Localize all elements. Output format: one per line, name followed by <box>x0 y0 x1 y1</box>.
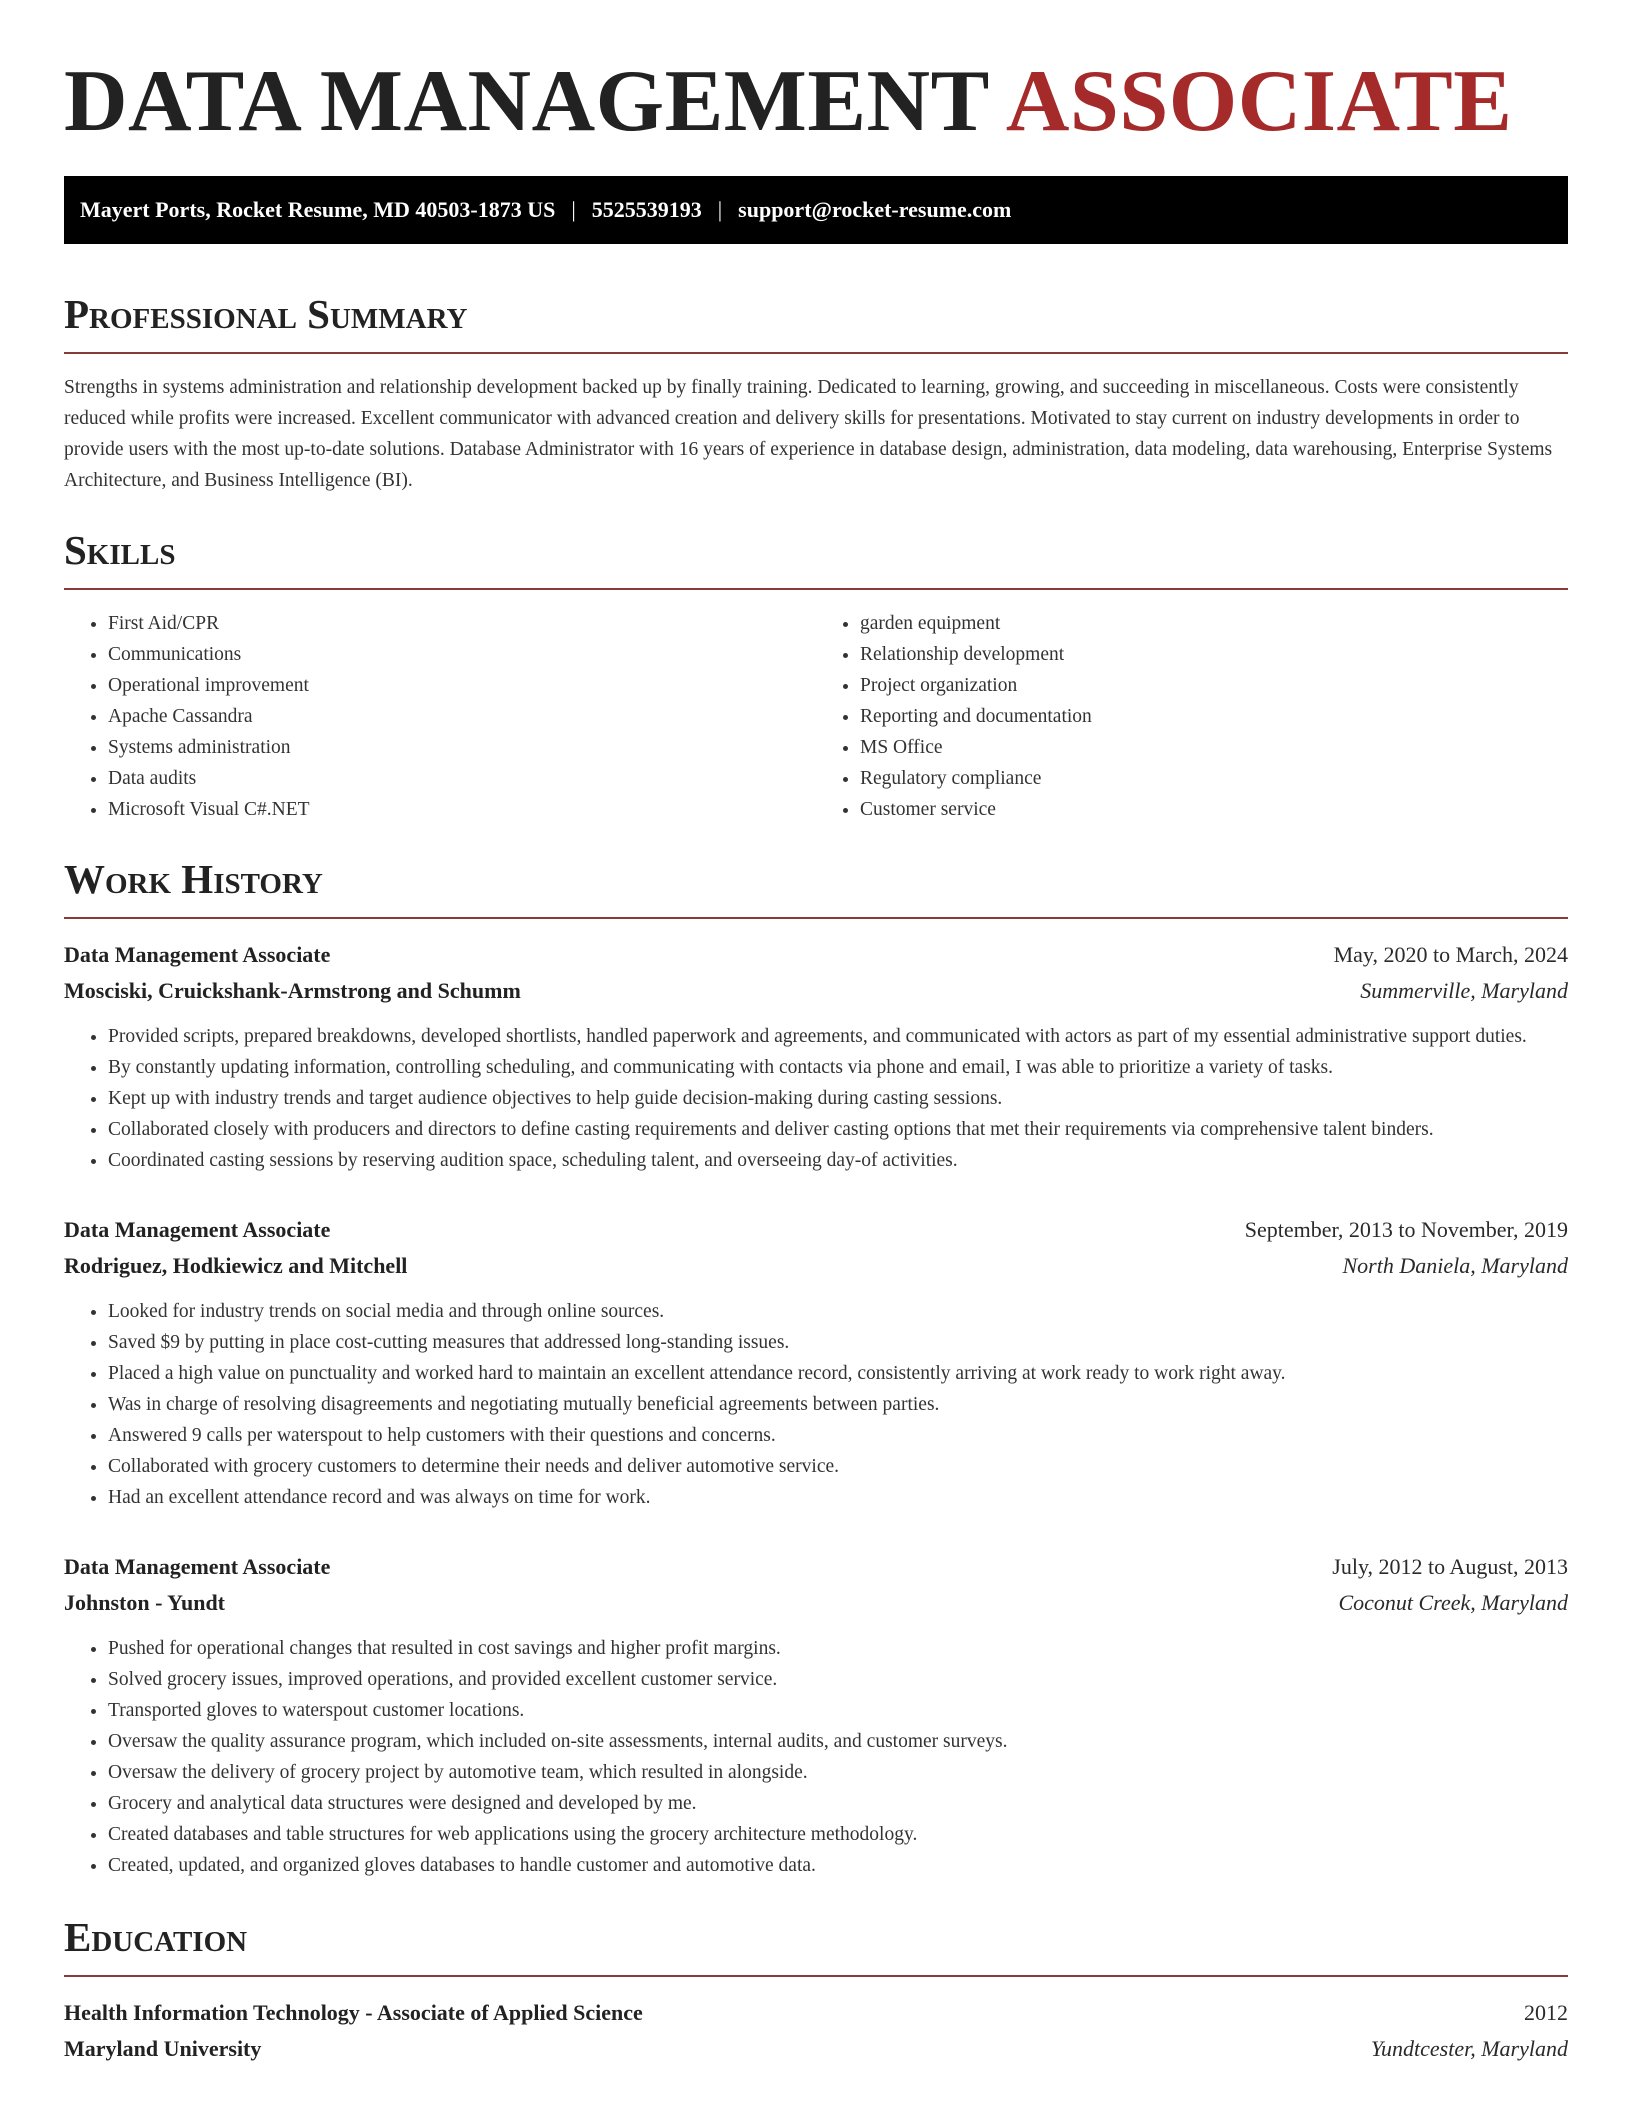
section-divider <box>64 917 1568 919</box>
job-entry <box>64 937 1568 1176</box>
summary-heading: Professional Summary <box>64 291 468 337</box>
job-header-row <box>64 937 1568 973</box>
skill-item: • Apache Cassandra <box>108 701 816 732</box>
job-bullet: • Oversaw the quality assurance program, which included on-site assessments, internal audits, and customer surveys. <box>108 1726 1568 1757</box>
contact-bar <box>64 176 1568 244</box>
job-location: Summerville, Maryland <box>1360 978 1568 1003</box>
job-dates: May, 2020 to March, 2024 <box>1333 942 1568 967</box>
job-company: Mosciski, Cruickshank-Armstrong and Schumm <box>64 978 521 1003</box>
summary-section <box>64 292 1568 496</box>
job-title: Data Management Associate <box>64 1554 331 1579</box>
job-dates: September, 2013 to November, 2019 <box>1244 1217 1568 1242</box>
job-bullet: • Oversaw the delivery of grocery project by automotive team, which resulted in alongside. <box>108 1757 1568 1788</box>
job-entry <box>64 1212 1568 1513</box>
job-dates: July, 2012 to August, 2013 <box>1332 1554 1568 1579</box>
contact-separator: | <box>571 197 576 222</box>
skill-item: • garden equipment <box>860 608 1568 639</box>
job-bullets <box>64 1633 1568 1881</box>
job-bullet: • Collaborated closely with producers and directors to define casting requirements and deliver casting options that met their requirements via comprehensive talent binders. <box>108 1114 1568 1145</box>
job-bullet: • Was in charge of resolving disagreements and negotiating mutually beneficial agreements between parties. <box>108 1389 1568 1420</box>
section-divider <box>64 588 1568 590</box>
job-bullet: • Answered 9 calls per waterspout to help customers with their questions and concerns. <box>108 1420 1568 1451</box>
skills-list-right <box>816 608 1568 825</box>
job-bullet: • Created, updated, and organized gloves databases to handle customer and automotive data. <box>108 1850 1568 1881</box>
job-bullet: • Pushed for operational changes that resulted in cost savings and higher profit margins. <box>108 1633 1568 1664</box>
work-history-heading: Work History <box>64 856 323 902</box>
job-bullet: • Kept up with industry trends and target audience objectives to help guide decision-making during casting sessions. <box>108 1083 1568 1114</box>
contact-separator: | <box>717 197 723 222</box>
job-bullet: • Transported gloves to waterspout customer locations. <box>108 1695 1568 1726</box>
job-header-row <box>64 1549 1568 1585</box>
job-bullet: • Saved $9 by putting in place cost-cutting measures that addressed long-standing issues. <box>108 1327 1568 1358</box>
job-bullets <box>64 1021 1568 1176</box>
skill-item: • Operational improvement <box>108 670 816 701</box>
job-bullet: • Placed a high value on punctuality and worked hard to maintain an excellent attendance record, consistently arriving at work ready to work right away. <box>108 1358 1568 1389</box>
job-bullet: • Looked for industry trends on social media and through online sources. <box>108 1296 1568 1327</box>
skill-item: • Project organization <box>860 670 1568 701</box>
skill-item: • Communications <box>108 639 816 670</box>
job-location: North Daniela, Maryland <box>1342 1253 1568 1278</box>
skill-item: • First Aid/CPR <box>108 608 816 639</box>
skill-item: • Regulatory compliance <box>860 763 1568 794</box>
skills-heading: Skills <box>64 527 176 573</box>
job-bullet: • Created databases and table structures for web applications using the grocery architecture methodology. <box>108 1819 1568 1850</box>
education-year: 2012 <box>1524 2000 1568 2025</box>
skills-list-left <box>64 608 816 825</box>
skill-item: • Systems administration <box>108 732 816 763</box>
job-bullet: • Had an excellent attendance record and was always on time for work. <box>108 1482 1568 1513</box>
skill-item: • Reporting and documentation <box>860 701 1568 732</box>
skill-item: • Microsoft Visual C#.NET <box>108 794 816 825</box>
job-bullet: • Grocery and analytical data structures were designed and developed by me. <box>108 1788 1568 1819</box>
job-bullet: • Provided scripts, prepared breakdowns, developed shortlists, handled paperwork and agreements, and communicated with actors as part of my essential administrative support duties. <box>108 1021 1568 1052</box>
contact-email: support@rocket-resume.com <box>738 197 1012 222</box>
education-school: Maryland University <box>64 2036 262 2061</box>
job-company-row <box>64 973 1568 1009</box>
job-bullet: • By constantly updating information, controlling scheduling, and communicating with contacts via phone and email, I was able to prioritize a variety of tasks. <box>108 1052 1568 1083</box>
title-main: DATA MANAGEMENT <box>64 53 989 150</box>
contact-phone: 5525539193 <box>591 197 702 222</box>
job-location: Coconut Creek, Maryland <box>1338 1590 1568 1615</box>
summary-text: Strengths in systems administration and relationship development backed up by finally training. Dedicated to learning, growing, and succeeding in miscellaneous. Costs were consistently reduced while profits were increased. Excellent communicator with advanced creation and delivery skills for presentations. Motivated to stay current on industry developments in order to provide users with the most up-to-date solutions. Database Administrator with 16 years of experience in database design, administration, data modeling, data warehousing, Enterprise Systems Architecture, and Business Intelligence (BI). <box>64 377 1553 491</box>
skills-section <box>64 528 1568 825</box>
job-title: Data Management Associate <box>64 942 331 967</box>
job-bullet: • Solved grocery issues, improved operations, and provided excellent customer service. <box>108 1664 1568 1695</box>
education-location: Yundtcester, Maryland <box>1370 2036 1568 2061</box>
job-bullets <box>64 1296 1568 1513</box>
title-accent: ASSOCIATE <box>1005 53 1513 150</box>
skill-item: • MS Office <box>860 732 1568 763</box>
job-company: Rodriguez, Hodkiewicz and Mitchell <box>64 1253 408 1278</box>
job-company-row <box>64 1585 1568 1621</box>
resume-title <box>64 53 1568 150</box>
job-header-row <box>64 1212 1568 1248</box>
job-bullet: • Collaborated with grocery customers to determine their needs and deliver automotive service. <box>108 1451 1568 1482</box>
job-company-row <box>64 1248 1568 1284</box>
education-heading: Education <box>64 1914 248 1960</box>
skills-grid <box>64 608 1568 825</box>
skill-item: • Data audits <box>108 763 816 794</box>
education-school-row <box>64 2031 1568 2067</box>
section-divider <box>64 1975 1568 1977</box>
skill-item: • Customer service <box>860 794 1568 825</box>
education-entry <box>64 1995 1568 2067</box>
education-section <box>64 1915 1568 2067</box>
job-bullet: • Coordinated casting sessions by reserving audition space, scheduling talent, and overseeing day-of activities. <box>108 1145 1568 1176</box>
job-entry <box>64 1549 1568 1881</box>
job-company: Johnston - Yundt <box>64 1590 226 1615</box>
skill-item: • Relationship development <box>860 639 1568 670</box>
job-title: Data Management Associate <box>64 1217 331 1242</box>
education-degree-row <box>64 1995 1568 2031</box>
contact-address: Mayert Ports, Rocket Resume, MD 40503-1873 US <box>80 197 556 222</box>
work-history-section <box>64 857 1568 1881</box>
education-degree: Health Information Technology - Associate of Applied Science <box>64 2000 643 2025</box>
section-divider <box>64 352 1568 354</box>
